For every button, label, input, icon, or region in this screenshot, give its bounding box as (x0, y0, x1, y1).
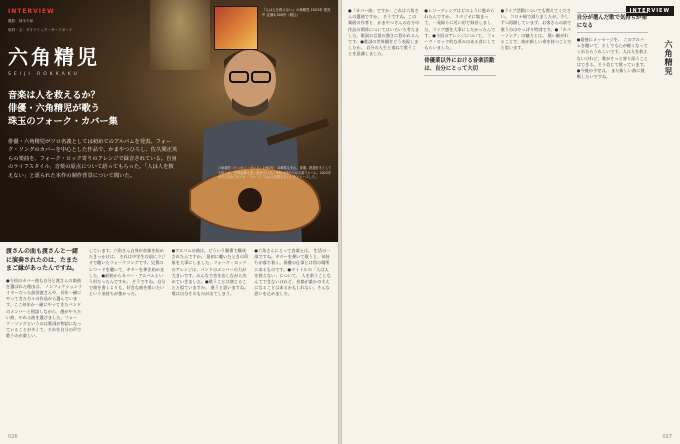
page-number-left: 026 (8, 434, 18, 440)
section-heading: 俳優業以外における音楽活動は、自分にとって大切 (424, 55, 495, 76)
intro-question: 渡さんの曲も渡さんと一緒に演奏されたのは、たまたまご縁があったんですね。 (6, 248, 79, 272)
body-text: ●アルバムの曲は、どういう順番で構成されたんですか。 最初に聴いたときの印象を大事にしました。フォーク・ロックのアレンジは、バンドのメンバーの力が大きいです。みんなで音を出しながら決めていきました。●歌うことは演じることと似ていますか。 違うと思いますね。歌は自分そのものが出てしまう。 (171, 248, 249, 297)
page-number-right: 027 (662, 434, 672, 440)
artist-name-english: SEIJI ROKKAKU (8, 72, 80, 77)
headline-line-2: 俳優・六角精児が歌う (8, 103, 100, 114)
left-page (0, 0, 338, 444)
body-column-4 (577, 8, 648, 434)
body-text: ●六角さんにとって音楽とは。 生活の一部ですね。ギターを弾いて歌うと、気持ちが落ち着く。俳優の仕事とは別の場所にあるものです。●タイトルの「人は人を救えない」について。 人を救うことなんてできないけれど、音楽が誰かの支えになることはあるかもしれない。そんな思いを込めました。 (254, 248, 331, 297)
section-tag: INTERVIEW (8, 8, 55, 15)
running-name: 六角精児 (664, 40, 673, 76)
guitarist-illustration (170, 20, 330, 242)
body-text: しています。六角さん自身が音楽を始めたきっかけは。 それは中学生の頃にラジオで聴いたフォークソングです。兄貴のレコードを聴いて、ギターを弾き始めました。●最初からカバー・アルバムという形だったんですか。 そうですね。自分で曲を書くよりも、好きな曲を歌いたいという気持ちが強かった。 (88, 248, 166, 297)
hero-text-block (8, 8, 178, 180)
body-text: ●最後にメッセージを。 このアルバムを聴いて、少しでも心が軽くなってくれたらうれしいです。人は人を救えないけれど、歌がそっと寄り添うことはできる。そう信じて歌っています。●今後の予定は。 また新しい曲に挑戦したいですね。 (576, 37, 648, 80)
headline (8, 89, 178, 128)
body-column-3 (501, 8, 572, 434)
album-caption: 『人は人を救えない』六角精児 2021年 発売中 定価3,300円（税込） (262, 8, 331, 17)
body-column-1 (348, 8, 419, 434)
artist-name: 六角精児 (8, 45, 100, 69)
body-column-4 (254, 248, 332, 434)
body-column-2 (424, 8, 495, 434)
headline-line-1: 音楽は人を救えるか？ (8, 90, 100, 101)
left-body-columns (6, 248, 332, 434)
right-body-columns (348, 8, 648, 434)
section-tab: INTERVIEW (626, 6, 674, 16)
lead-paragraph: 俳優・六角精児がソロ名義としては初めてのアルバムを発表。フォーク・ソングのカバーを中心とした作品で、かまやつひろし、佐久間正英らの楽曲を、フォーク・ロック寄りのアレンジで録音されている。自身のライフスタイル、音楽の原点について語ってもらった。「人は人を救えない」と語られた本作の制作背景について聞いた。 (8, 139, 178, 179)
album-cover (214, 6, 258, 50)
body-column-1 (6, 248, 84, 434)
body-text: ●今回のカバー曲も自分と渡さんの楽曲を選ばれた理由は。 ノンフィクションライターだった高田渡さんや、長年一緒にやってきた方々の作品から選んでいます。ここ何年か一緒にやってきたバンドのメンバーと相談しながら、僕がやりたい曲、やれる曲を選びました。フォーク・ソングというのは歌詞が物語になっていることが多くて、それを自分の声で歌うのが楽しい。 (6, 277, 83, 339)
section-heading: 自分が選んだ歌で気持ちが楽になる (577, 12, 648, 33)
body-text: ●「カバー曲」ですか、これは六角さんの選曲ですか。 そうですね。この楽曲の作者と、かまやつさんの自分の作品の関係についてはいろいろ考えました。歌詞の言葉の強さに惹かれるんです。●歌詞の世界観をどう表現しましたか。 自分の人生と重ねて歌うことを意識しました。 (348, 8, 420, 57)
photo-credit: 撮影：神木千尋 (8, 19, 34, 23)
body-text: ●レコーディングはどのように進められたんですか。 スタジオに集まって、一発録りに近い形で録音しました。ライブ感を大事にしたかったんです。●今回のアレンジについて。 フォーク・ロック的な厚みのある音にしてもらいました。 (424, 8, 496, 51)
body-column-3 (172, 248, 250, 434)
body-text: ●ライブ活動についても教えてください。 コロナ禍で減りましたが、少しずつ再開しています。お客さんの前で歌うのはやっぱり特別です。●「カバーソング」の魅力とは。 歌い継がれることで、曲が新しい命を持つことだと思います。 (500, 8, 572, 51)
hero-photo (0, 0, 338, 242)
photo-caption: 六角精児（ろっかく・せいじ）1962年、兵庫県生まれ。俳優。鉄道好きとしても知られ、音楽活動も長く続けている。本作は初のソロ名義アルバム。2022年4月に初めてのソロ・アルバム『人は人を救えない』をリリースした。 (218, 166, 332, 180)
writer-credit: 取材・文：ダイナミック・サーフボーイ (8, 28, 73, 32)
headline-line-3: 珠玉のフォーク・カバー集 (8, 116, 118, 127)
right-page (342, 0, 680, 444)
body-column-2 (89, 248, 167, 434)
